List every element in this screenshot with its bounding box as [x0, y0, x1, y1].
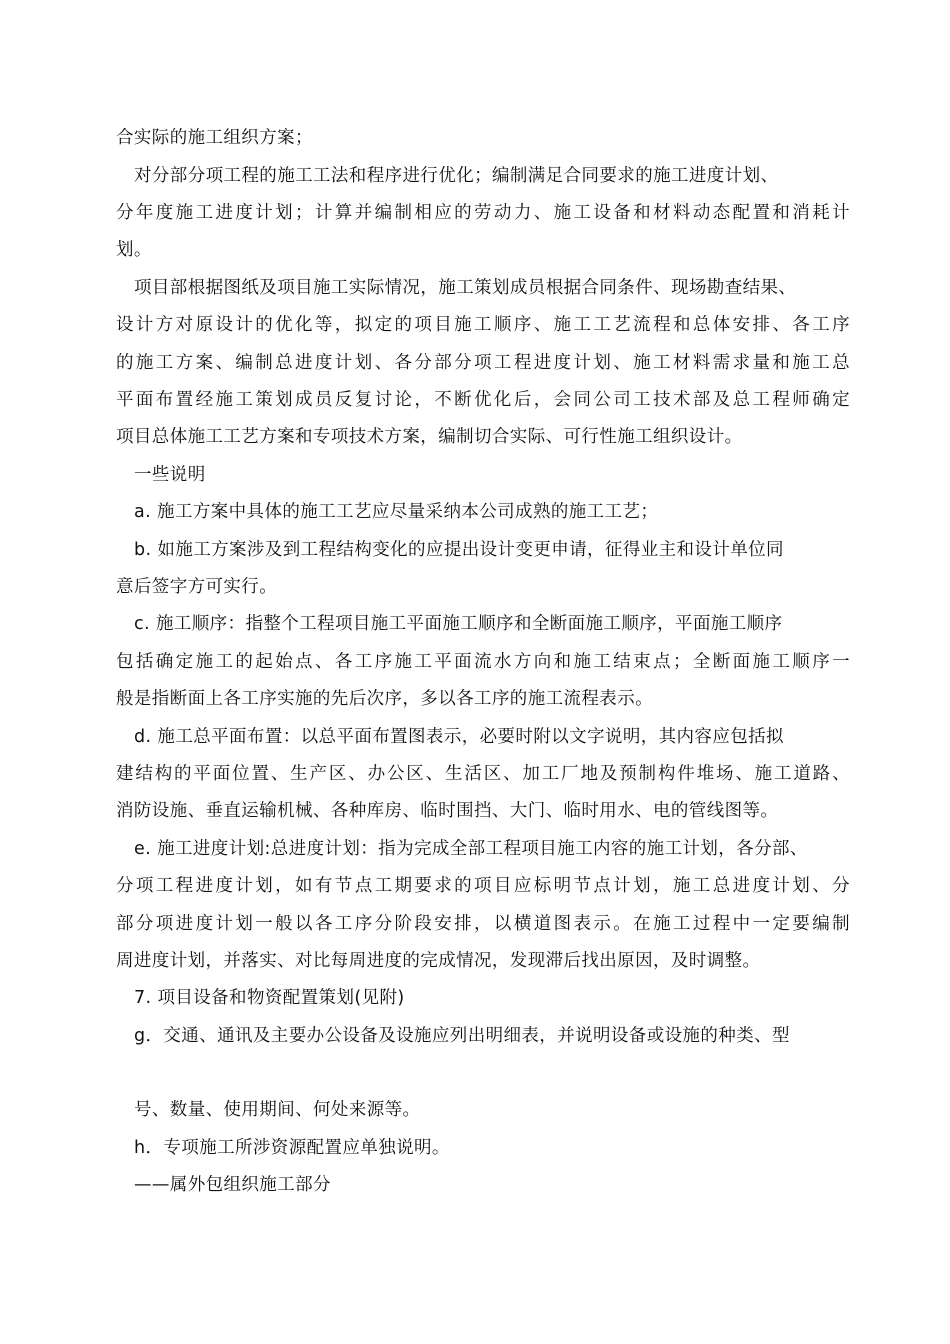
text-line: a. 施工方案中具体的施工工艺应尽量采纳本公司成熟的施工工艺；: [134, 502, 659, 522]
text-line: 设计方对原设计的优化等，拟定的项目施工顺序、施工工艺流程和总体安排、各工序: [116, 315, 850, 335]
text-line: 建结构的平面位置、生产区、办公区、生活区、加工厂地及预制构件堆场、施工道路、: [116, 764, 850, 784]
text-line: 分项工程进度计划，如有节点工期要求的项目应标明节点计划，施工总进度计划、分: [116, 876, 850, 896]
text-line: 消防设施、垂直运输机械、各种库房、临时围挡、大门、临时用水、电的管线图等。: [116, 801, 779, 821]
text-line: 划。: [116, 240, 152, 260]
text-line: 平面布置经施工策划成员反复讨论，不断优化后，会同公司工技术部及总工程师确定: [116, 390, 850, 410]
text-line: 包括确定施工的起始点、各工序施工平面流水方向和施工结束点；全断面施工顺序一: [116, 652, 850, 672]
text-line: h．专项施工所涉资源配置应单独说明。: [134, 1138, 450, 1158]
section-heading: 一些说明: [134, 465, 206, 485]
text-line: 对分部分项工程的施工工法和程序进行优化；编制满足合同要求的施工进度计划、: [134, 166, 779, 186]
text-line: 周进度计划，并落实、对比每周进度的完成情况，发现滞后找出原因，及时调整。: [116, 951, 761, 971]
text-line: d. 施工总平面布置：以总平面布置图表示，必要时附以文字说明，其内容应包括拟: [134, 727, 784, 747]
text-line: 意后签字方可实行。: [116, 577, 278, 597]
text-line: ——属外包组织施工部分: [134, 1175, 331, 1195]
text-line: 的施工方案、编制总进度计划、各分部分项工程进度计划、施工材料需求量和施工总: [116, 353, 850, 373]
text-line: 般是指断面上各工序实施的先后次序，多以各工序的施工流程表示。: [116, 689, 653, 709]
text-line: 号、数量、使用期间、何处来源等。: [134, 1100, 421, 1120]
text-line: 分年度施工进度计划；计算并编制相应的劳动力、施工设备和材料动态配置和消耗计: [116, 203, 850, 223]
text-line: 项目部根据图纸及项目施工实际情况，施工策划成员根据合同条件、现场勘查结果、: [134, 278, 797, 298]
text-line: 项目总体施工工艺方案和专项技术方案，编制切合实际、可行性施工组织设计。: [116, 427, 743, 447]
text-line: c. 施工顺序：指整个工程项目施工平面施工顺序和全断面施工顺序，平面施工顺序: [134, 614, 783, 634]
text-line: 合实际的施工组织方案；: [116, 128, 313, 148]
text-line: 部分项进度计划一般以各工序分阶段安排，以横道图表示。在施工过程中一定要编制: [116, 914, 850, 934]
text-line: g．交通、通讯及主要办公设备及设施应列出明细表，并说明设备或设施的种类、型: [134, 1026, 790, 1046]
section-heading: 7. 项目设备和物资配置策划(见附): [134, 988, 405, 1008]
text-line: b. 如施工方案涉及到工程结构变化的应提出设计变更申请，征得业主和设计单位同: [134, 540, 784, 560]
text-line: e. 施工进度计划:总进度计划：指为完成全部工程项目施工内容的施工计划，各分部、: [134, 839, 808, 859]
